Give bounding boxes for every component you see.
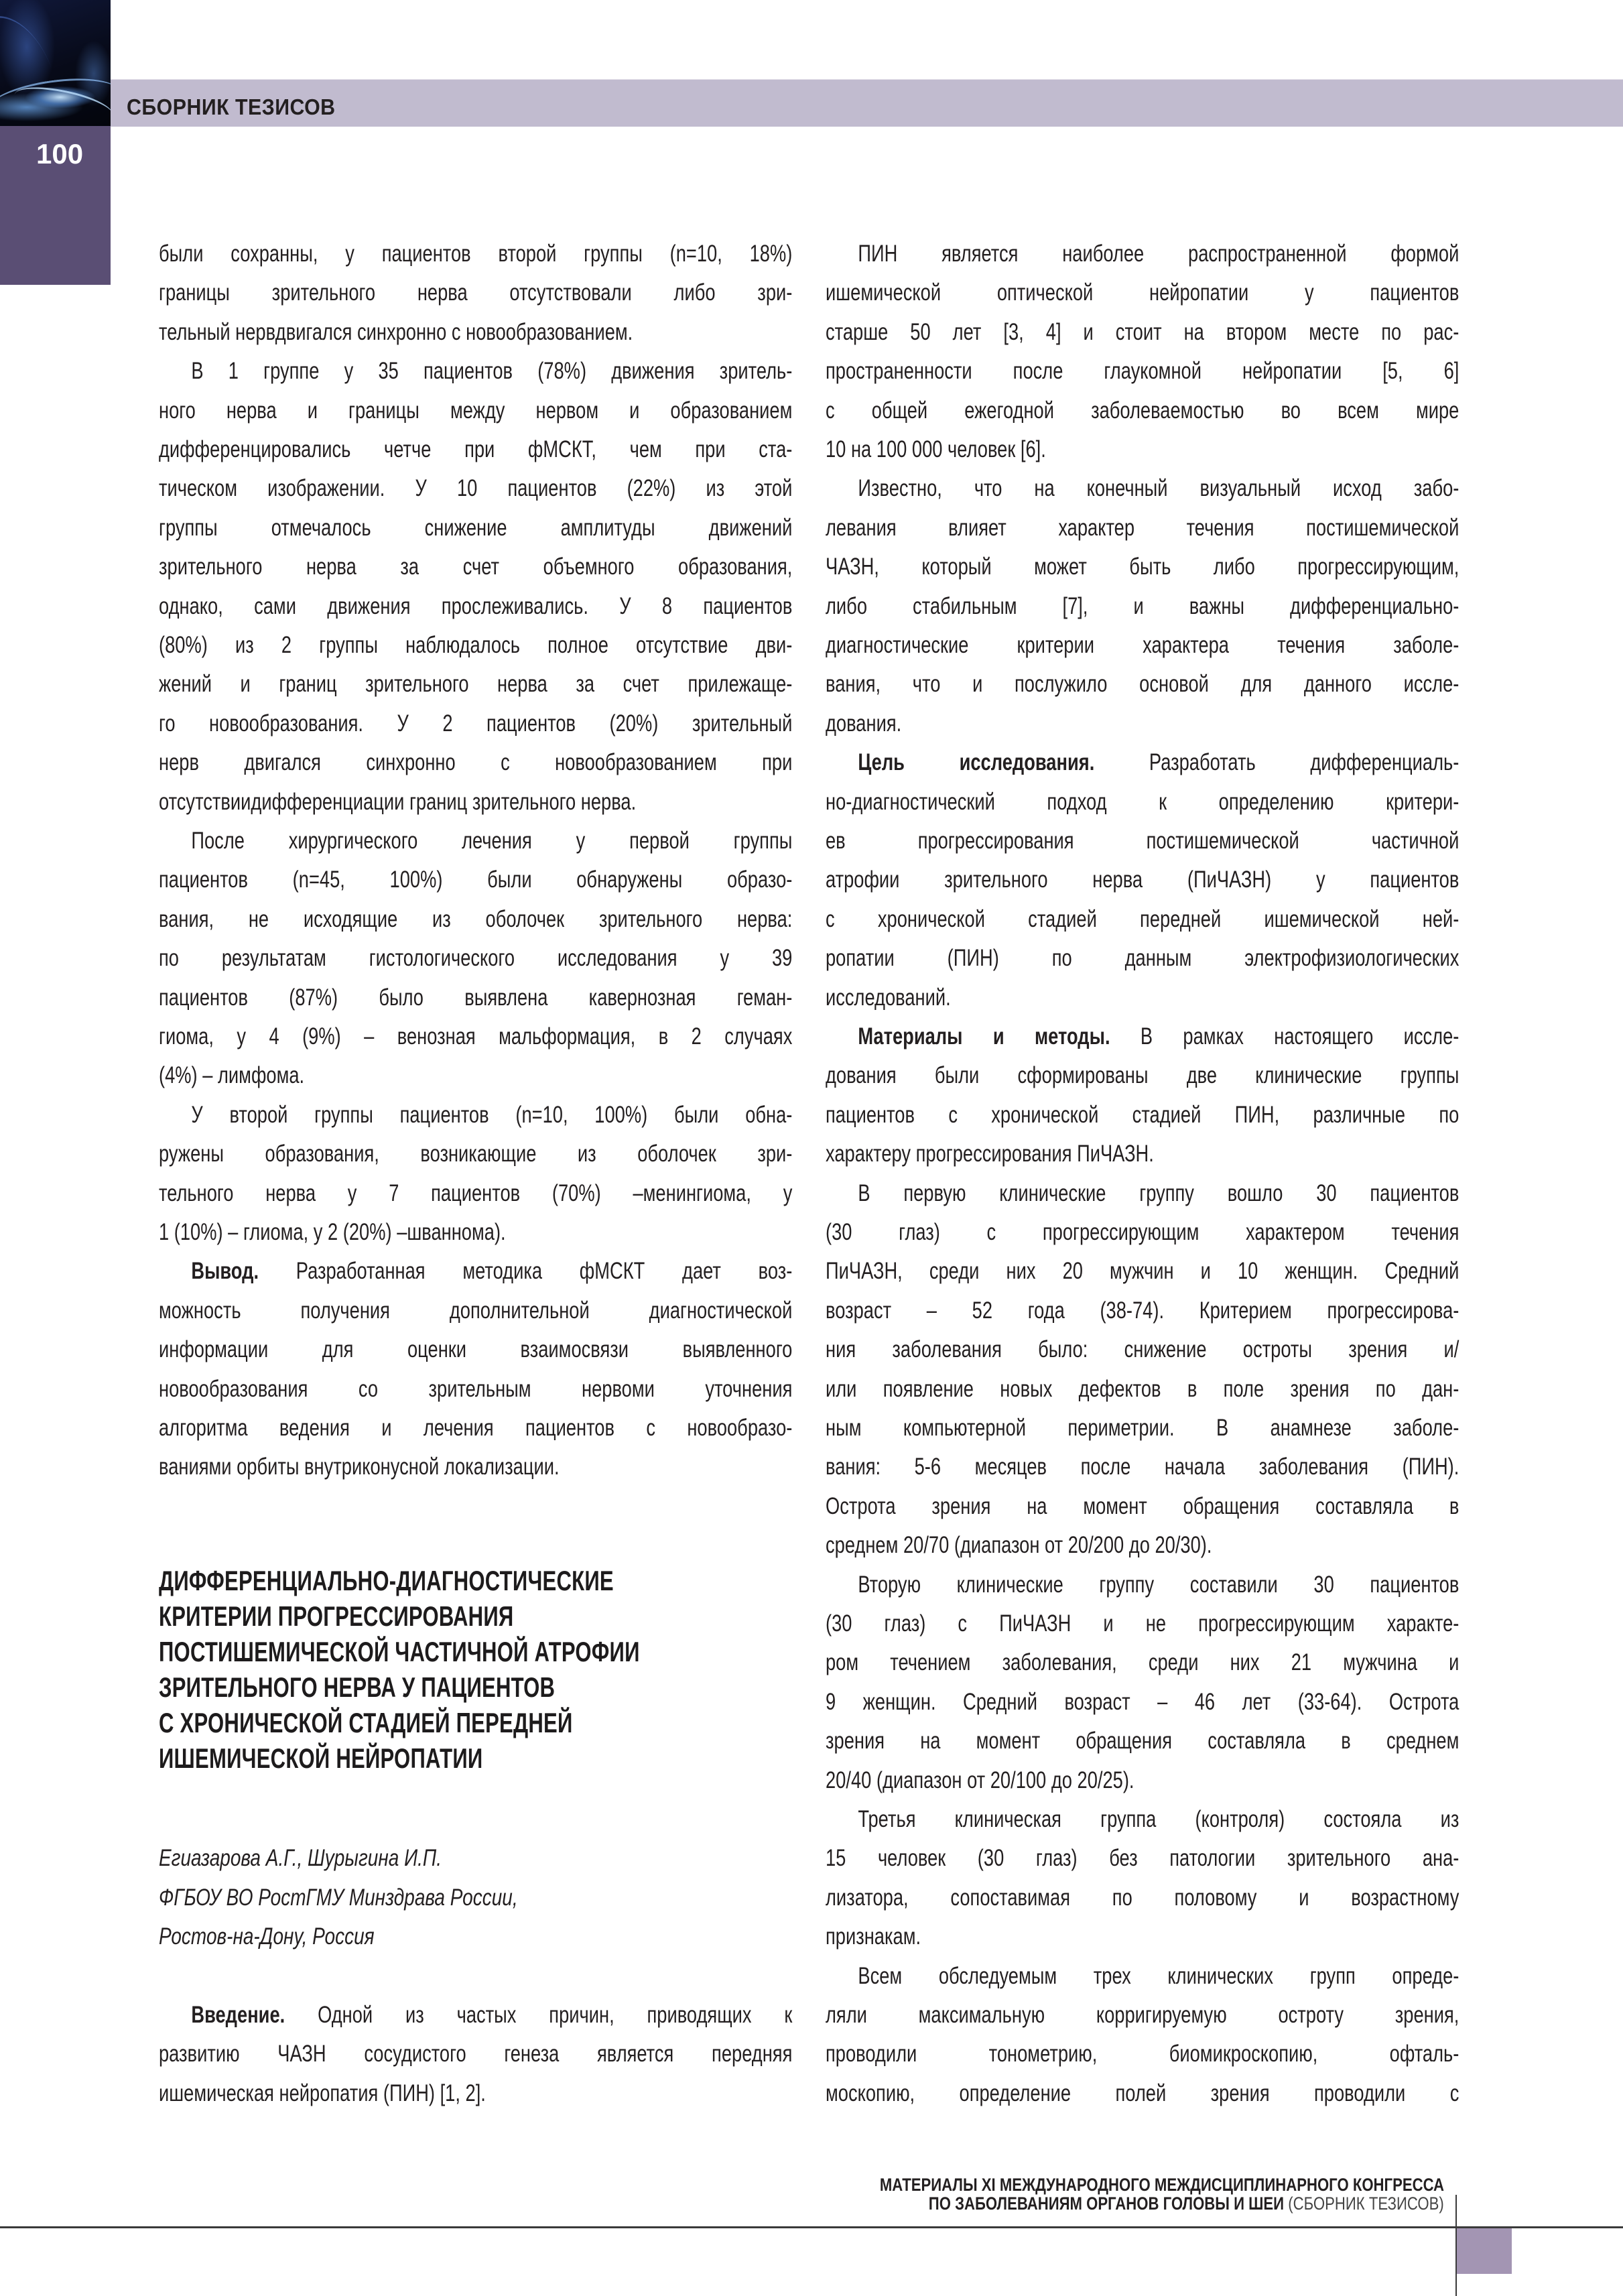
text-line: (4%) – лимфома. (159, 1062, 305, 1088)
text-line: (30 глаз) с ПиЧАЗН и не прогрессирующим характе- (826, 1610, 1459, 1637)
text-line: 20/40 (диапазон от 20/100 до 20/25). (826, 1767, 1134, 1793)
text-line: Вторую клинические группу составили 30 пациентов (858, 1572, 1459, 1598)
text-line: левания влияет характер течения постишемической (826, 515, 1459, 541)
page-number: 100 (36, 138, 84, 170)
text-line: тическом изображении. У 10 пациентов (22%) из этой (159, 475, 793, 501)
methods-line: Материалы и методы. В рамках настоящего иссле- (858, 1023, 1459, 1049)
text-line: ев прогрессирования постишемической частичной (826, 828, 1459, 854)
text-line: нерв двигался синхронно с новообразованием при (159, 749, 793, 775)
text-line: ПиЧАЗН, среди них 20 мужчин и 10 женщин. Средний (826, 1258, 1459, 1284)
text-line: можность получения дополнительной диагностической (159, 1297, 793, 1324)
text-line: го новообразования. У 2 пациентов (20%) зрительный (159, 710, 793, 737)
text-line: развитию ЧАЗН сосудистого генеза является передняя (159, 2041, 793, 2067)
text-line: проводили тонометрию, биомикроскопию, офталь- (826, 2041, 1459, 2067)
footer-divider (0, 2226, 1623, 2228)
title-line: КРИТЕРИИ ПРОГРЕССИРОВАНИЯ (159, 1600, 514, 1632)
title-line: ИШЕМИЧЕСКОЙ НЕЙРОПАТИИ (159, 1742, 483, 1774)
text-line: характеру прогрессирования ПиЧАЗН. (826, 1141, 1154, 1167)
text-line: (80%) из 2 группы наблюдалось полное отсутствие дви- (159, 632, 793, 658)
text-line: 10 на 100 000 человек [6]. (826, 436, 1046, 462)
affiliation-city: Ростов-на-Дону, Россия (159, 1923, 375, 1950)
text-line: зрения на момент обращения составляла в среднем (826, 1728, 1459, 1754)
text-line: вания, что и послужило основой для данного иссле- (826, 671, 1459, 697)
title-line: ДИФФЕРЕНЦИАЛЬНО-ДИАГНОСТИЧЕСКИЕ (159, 1565, 614, 1596)
methods-label: Материалы и методы. (858, 1023, 1110, 1049)
text-line: пациентов (87%) было выявлена кавернозная геман- (159, 984, 793, 1011)
text-line: ружены образования, возникающие из оболочек зри- (159, 1141, 793, 1167)
conclusion-label: Вывод. (191, 1258, 259, 1284)
footer-accent-block (1457, 2228, 1512, 2274)
intro-label: Введение. (191, 2002, 285, 2028)
text-line: диагностические критерии характера течения заболе- (826, 632, 1459, 658)
text-line: (30 глаз) с прогрессирующим характером течения (826, 1219, 1459, 1245)
text-line: жений и границ зрительного нерва за счет прилежаще- (159, 671, 793, 697)
text-line: тельный нервдвигался синхронно с новообразованием. (159, 319, 633, 345)
text-line: ропатии (ПИН) по данным электрофизиологических (826, 945, 1459, 971)
text-line: дования. (826, 710, 902, 737)
text-line: лизатора, сопоставимая по половому и возрастному (826, 1885, 1459, 1911)
text-line: дования были сформированы две клинические группы (826, 1062, 1459, 1088)
text-line: После хирургического лечения у первой группы (191, 828, 793, 854)
text-line: 15 человек (30 глаз) без патологии зрительного ана- (826, 1845, 1459, 1871)
affiliation: ФГБОУ ВО РостГМУ Минздрава России, (159, 1885, 518, 1911)
text-line: В 1 группе у 35 пациентов (78%) движения зритель- (191, 358, 793, 384)
header-photo (0, 0, 111, 126)
text-line: ного нерва и границы между нервом и образованием (159, 397, 793, 424)
goal-line: Цель исследования. Разработать дифференциаль- (858, 749, 1459, 775)
text-line: среднем 20/70 (диапазон от 20/200 до 20/30). (826, 1532, 1212, 1558)
goal-label: Цель исследования. (858, 749, 1095, 775)
footer-conference-title: МАТЕРИАЛЫ XI МЕЖДУНАРОДНОГО МЕЖДИСЦИПЛИНАРНОГО КОНГРЕССА (879, 2175, 1444, 2195)
text-line: новообразования со зрительным нервоми уточнения (159, 1376, 793, 1402)
text-line: исследований. (826, 984, 951, 1011)
text-line: ишемической оптической нейропатии у пациентов (826, 279, 1459, 306)
title-line: ПОСТИШЕМИЧЕСКОЙ ЧАСТИЧНОЙ АТРОФИИ (159, 1636, 640, 1667)
footer-conference-subtitle: ПО ЗАБОЛЕВАНИЯМ ОРГАНОВ ГОЛОВЫ И ШЕИ (СБОРНИК ТЕЗИСОВ) (929, 2193, 1444, 2214)
text-line: старше 50 лет [3, 4] и стоит на втором месте по рас- (826, 319, 1459, 345)
text-line: информации для оценки взаимосвязи выявленного (159, 1336, 793, 1362)
text-line: москопию, определение полей зрения проводили с (826, 2080, 1459, 2106)
text-line: 1 (10%) – глиома, у 2 (20%) –шваннома). (159, 1219, 506, 1245)
text-line: Третья клиническая группа (контроля) состояла из (858, 1806, 1459, 1832)
text-line: пространенности после глаукомной нейропатии [5, 6] (826, 358, 1459, 384)
text-line: или появление новых дефектов в поле зрения по дан- (826, 1376, 1459, 1402)
text-line: ПИН является наиболее распространенной формой (858, 241, 1459, 267)
title-line: С ХРОНИЧЕСКОЙ СТАДИЕЙ ПЕРЕДНЕЙ (159, 1707, 573, 1738)
text-line: отсутствиидифференциации границ зрительного нерва. (159, 789, 637, 815)
text-line: ляли максимальную корригируемую остроту зрения, (826, 2002, 1459, 2028)
text-line: атрофии зрительного нерва (ПиЧАЗН) у пациентов (826, 867, 1459, 893)
authors: Егиазарова А.Г., Шурыгина И.П. (159, 1845, 442, 1871)
text-line: ЧАЗН, который может быть либо прогрессирующим, (826, 554, 1459, 580)
text-line: признакам. (826, 1923, 921, 1950)
text-line: вания: 5-6 месяцев после начала заболевания (ПИН). (826, 1454, 1459, 1480)
conclusion-line: Вывод. Разработанная методика фМСКТ дает воз- (191, 1258, 793, 1284)
text-line: границы зрительного нерва отсутствовали либо зри- (159, 279, 793, 306)
text-line: были сохранны, у пациентов второй группы (n=10, 18%) (159, 241, 793, 267)
intro-line: Введение. Одной из частых причин, приводящих к (191, 2002, 793, 2028)
text-line: пациентов с хронической стадией ПИН, различные по (826, 1102, 1459, 1128)
text-line: У второй группы пациентов (n=10, 100%) были обна- (191, 1102, 793, 1128)
text-line: но-диагностический подход к определению критери- (826, 789, 1459, 815)
text-line: дифференцировались четче при фМСКТ, чем при ста- (159, 436, 793, 462)
text-line: 9 женщин. Средний возраст – 46 лет (33-64). Острота (826, 1689, 1459, 1715)
text-line: алгоритма ведения и лечения пациентов с новообразо- (159, 1415, 793, 1441)
text-line: ния заболевания было: снижение остроты зрения и/ (826, 1336, 1459, 1362)
header-band (111, 79, 1623, 127)
text-line: тельного нерва у 7 пациентов (70%) –менингиома, у (159, 1180, 793, 1206)
text-line: пациентов (n=45, 100%) были обнаружены образо- (159, 867, 793, 893)
text-line: ваниями орбиты внутриконусной локализации. (159, 1454, 560, 1480)
text-line: ром течением заболевания, среди них 21 мужчина и (826, 1649, 1459, 1675)
text-line: Известно, что на конечный визуальный исход забо- (858, 475, 1459, 501)
text-line: зрительного нерва за счет объемного образования, (159, 554, 793, 580)
text-line: возраст – 52 года (38-74). Критерием прогрессирова- (826, 1297, 1459, 1324)
text-line: гиома, у 4 (9%) – венозная мальформация, в 2 случаях (159, 1023, 793, 1049)
page-number-block (0, 126, 111, 285)
text-line: с хронической стадией передней ишемической ней- (826, 906, 1459, 932)
text-line: Острота зрения на момент обращения составляла в (826, 1493, 1459, 1519)
text-line: однако, сами движения прослеживались. У 8 пациентов (159, 593, 793, 619)
title-line: ЗРИТЕЛЬНОГО НЕРВА У ПАЦИЕНТОВ (159, 1671, 556, 1703)
text-line: ишемическая нейропатия (ПИН) [1, 2]. (159, 2080, 486, 2106)
section-title: СБОРНИК ТЕЗИСОВ (127, 94, 336, 119)
text-line: ным компьютерной периметрии. В анамнезе заболе- (826, 1415, 1459, 1441)
text-line: вания, не исходящие из оболочек зрительного нерва: (159, 906, 793, 932)
text-line: с общей ежегодной заболеваемостью во всем мире (826, 397, 1459, 424)
text-line: группы отмечалось снижение амплитуды движений (159, 515, 793, 541)
text-line: В первую клинические группу вошло 30 пациентов (858, 1180, 1459, 1206)
text-line: либо стабильным [7], и важны дифференциально- (826, 593, 1459, 619)
text-line: по результатам гистологического исследования у 39 (159, 945, 793, 971)
text-line: Всем обследуемым трех клинических групп опреде- (858, 1963, 1459, 1989)
